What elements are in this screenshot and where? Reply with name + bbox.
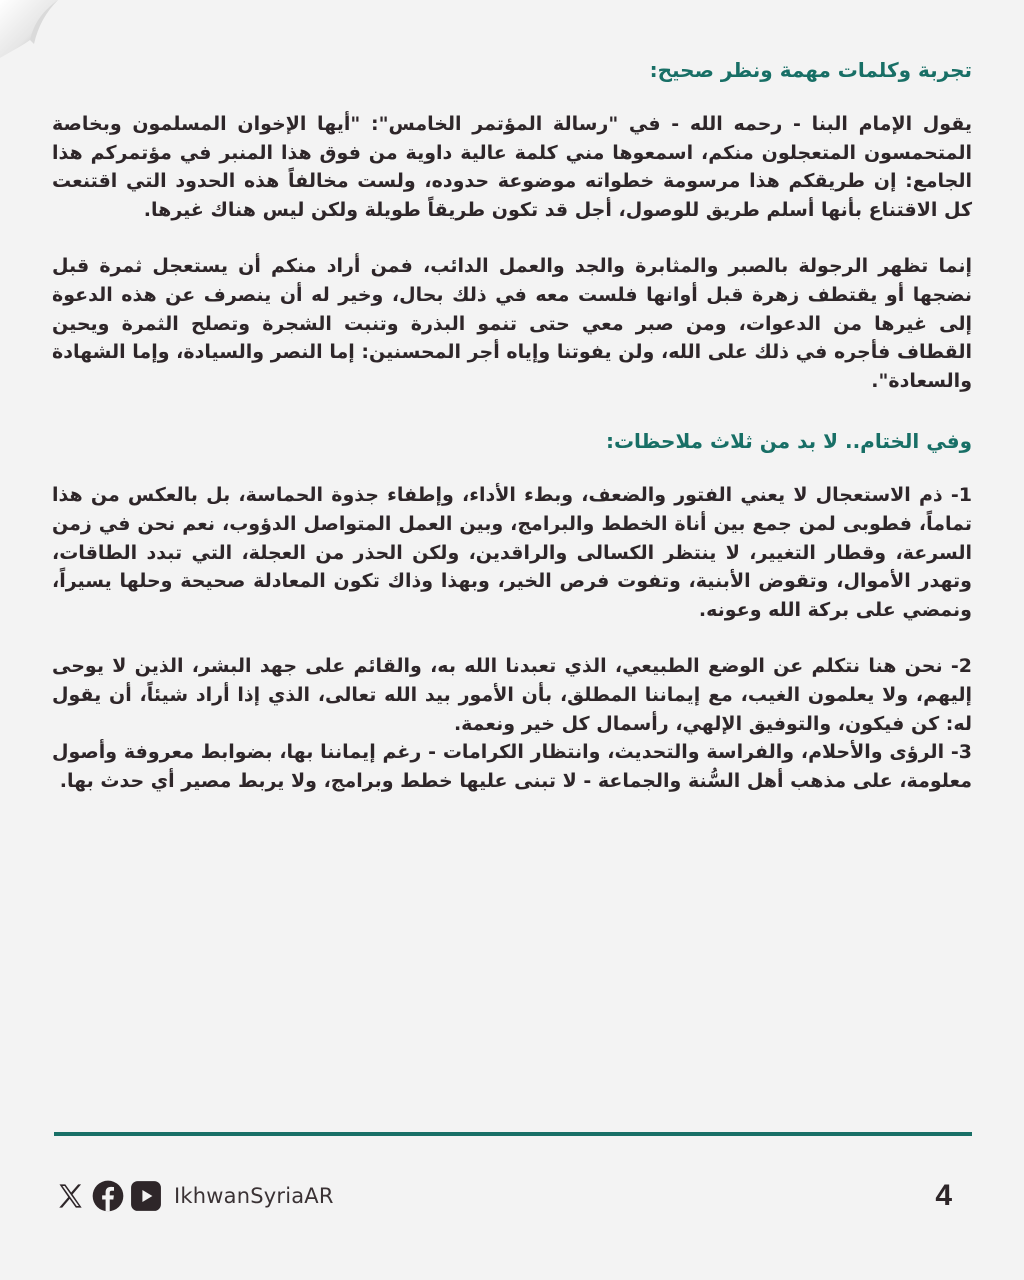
section-heading-conclusion: وفي الختام.. لا بد من ثلاث ملاحظات: <box>605 429 972 454</box>
facebook-icon[interactable] <box>92 1180 124 1212</box>
section-heading-experience: تجربة وكلمات مهمة ونظر صحيح: <box>649 58 972 82</box>
note-1: 1- ذم الاستعجال لا يعني الفتور والضعف، وبطء الأداء، وإطفاء جذوة الحماسة، بل بالعكس من هذا تماماً، فطوبى لمن جمع بين أناة الخطط والبرامج، وبين العمل المتواصل الدؤوب، نعم نحن في زمن السرعة، وقطار التغيير، لا ينتظر الكسالى والراقدين، ولكن الحذر من العجلة، التي تبدد الطاقات، وتهدر الأموال، وتقوض الأبنية، وتفوت فرص الخير، وبهذا وذاك تكون المعادلة صحيحة وحلها يسيراً، ونمضي على بركة الله وعونه. <box>52 484 972 621</box>
footer-divider <box>54 1132 972 1136</box>
note-2: 2- نحن هنا نتكلم عن الوضع الطبيعي، الذي تعبدنا الله به، والقائم على جهد البشر، الذين لا يوحى إليهم، ولا يعلمون الغيب، مع إيماننا المطلق، بأن الأمور بيد الله تعالى، الذي إذا أراد شيئاً، أن يقول له: كن فيكون، والتوفيق الإلهي، رأسمال كل خير ونعمة. <box>52 655 972 735</box>
article-body <box>52 52 972 823</box>
paragraph-quote-part2: إنما تظهر الرجولة بالصبر والمثابرة والجد والعمل الدائب، فمن أراد منكم أن يستعجل ثمرة قبل نضجها أو يقتطف زهرة قبل أوانها فلست معه في ذلك بحال، وخير له أن ينصرف عن هذه الدعوة إلى غيرها من الدعوات، ومن صبر معي حتى تنمو البذرة وتنبت الشجرة وتصلح الثمرة ويحين القطاف فأجره في ذلك على الله، ولن يفوتنا وإياه أجر المحسنين: إما النصر والسيادة، وإما الشهادة والسعادة". <box>52 255 972 392</box>
social-links <box>54 1180 334 1212</box>
youtube-icon[interactable] <box>130 1180 162 1212</box>
social-handle: IkhwanSyriaAR <box>174 1184 334 1208</box>
page-number: 4 <box>935 1179 952 1212</box>
footer <box>54 1176 972 1216</box>
paragraph-quote-part1: يقول الإمام البنا - رحمه الله - في "رسالة المؤتمر الخامس": "أيها الإخوان المسلمون وبخاصة المتحمسون المتعجلون منكم، اسمعوها مني كلمة عالية داوية من فوق هذا المنبر في مؤتمركم هذا الجامع: إن طريقكم هذا مرسومة خطواته موضوعة حدوده، ولست مخالفاً هذه الحدود التي اقتنعت كل الاقتناع بأنها أسلم طريق للوصول، أجل قد تكون طريقاً طويلة ولكن ليس هناك غيرها. <box>52 113 972 221</box>
x-icon[interactable] <box>54 1180 86 1212</box>
note-3: 3- الرؤى والأحلام، والفراسة والتحديث، وانتظار الكرامات - رغم إيماننا بها، بضوابط معروفة وأصول معلومة، على مذهب أهل السُّنة والجماعة - لا تبنى عليها خطط وبرامج، ولا يربط مصير أي حدث بها. <box>52 741 972 792</box>
